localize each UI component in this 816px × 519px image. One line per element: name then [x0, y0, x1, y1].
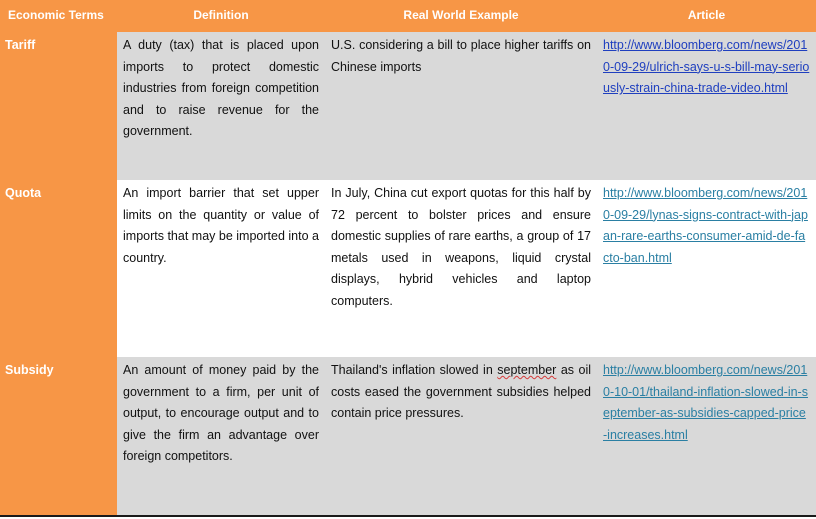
article-link[interactable]: http://www.bloomberg.com/news/2010-10-01/thailand-inflation-slowed-in-september-as-subsidies-capped-price-increases.html — [603, 363, 808, 442]
term-cell: Subsidy — [0, 357, 117, 515]
header-economic-terms: Economic Terms — [0, 0, 117, 32]
example-text-before: Thailand's inflation slowed in — [331, 363, 498, 377]
header-real-world-example: Real World Example — [325, 0, 597, 32]
table-row-subsidy — [0, 357, 816, 515]
article-cell — [597, 32, 816, 180]
table-row-tariff — [0, 32, 816, 180]
example-cell: In July, China cut export quotas for this half by 72 percent to bolster prices and ensure domestic supplies of rare earths, a group of 17 metals used in weapons, liquid crystal displays, hybrid vehicles and laptop computers. — [325, 180, 597, 357]
term-cell: Tariff — [0, 32, 117, 180]
article-cell — [597, 180, 816, 357]
definition-cell: An amount of money paid by the government to a firm, per unit of output, to encourage output and to give the firm an advantage over foreign competitors. — [117, 357, 325, 515]
definition-cell: A duty (tax) that is placed upon imports to protect domestic industries from foreign competition and to raise revenue for the government. — [117, 32, 325, 180]
header-row — [0, 0, 816, 32]
header-definition: Definition — [117, 0, 325, 32]
spellcheck-flagged-word: september — [497, 363, 557, 377]
example-text-after: as oil costs eased the government subsidies helped contain price pressures. — [331, 363, 592, 421]
article-cell — [597, 357, 816, 515]
term-cell: Quota — [0, 180, 117, 357]
table-bottom-border — [0, 515, 816, 517]
article-link[interactable]: http://www.bloomberg.com/news/2010-09-29/ulrich-says-u-s-bill-may-seriously-strain-china-trade-video.html — [603, 38, 810, 96]
example-cell — [325, 357, 597, 515]
article-link[interactable]: http://www.bloomberg.com/news/2010-09-29/lynas-signs-contract-with-japan-rare-earths-consumer-amid-de-facto-ban.html — [603, 186, 808, 265]
definition-cell: An import barrier that set upper limits on the quantity or value of imports that may be imported into a country. — [117, 180, 325, 357]
table-row-quota — [0, 180, 816, 357]
example-cell: U.S. considering a bill to place higher tariffs on Chinese imports — [325, 32, 597, 180]
header-article: Article — [597, 0, 816, 32]
